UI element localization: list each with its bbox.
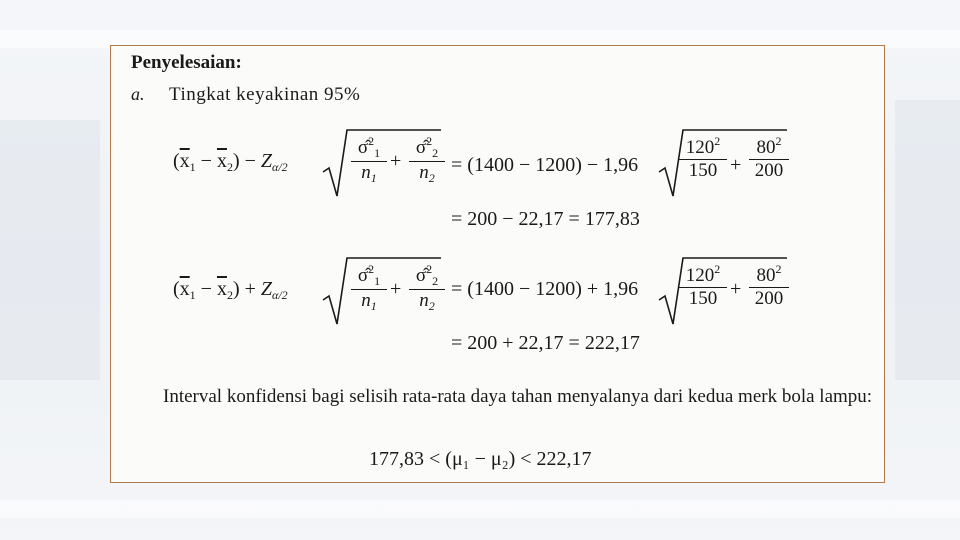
upper-rhs-prefix: = (1400 − 1200) + 1,96 [451,278,639,300]
frac1: $\frac{120^2}{150}$ [679,134,727,182]
conclusion-text: Interval konfidensi bagi selisih rata-rata daya tahan menyalanya dari kedua merk bola lampu: [163,386,873,407]
final-interval: 177,83 < (μ₁ − μ₂) < 222,17 [369,448,592,470]
bg-block [0,120,100,380]
heading: Penyelesaian: [131,52,242,73]
part-label: a. [131,84,145,104]
confidence-level-text: Tingkat keyakinan 95% [169,84,361,105]
sigma1-fraction: $\frac{\sigmâ^2_1}{n_1}$ [351,262,387,314]
sigma1-fraction: $\frac{\sigmâ^2_1}{n_1}$ [351,134,387,186]
plus-sign: + [390,150,402,172]
plus-sign: + [390,278,402,300]
lower-lhs: $(\overline{x}_1 - \overline{x}_2) - Z_{\alpha/2}$ [173,150,288,174]
upper-result: = 200 + 22,17 = 222,17 [451,332,640,354]
sigma2-fraction: $\frac{\sigmâ^2_2}{n_2}$ [409,262,445,314]
frac1: $\frac{120^2}{150}$ [679,262,727,310]
plus-sign: + [730,278,742,300]
bg-stripe [0,500,960,518]
frac2: $\frac{80^2}{200}$ [749,134,789,182]
lower-rhs-prefix: = (1400 − 1200) − 1,96 [451,154,639,176]
sigma2-fraction: $\frac{\sigmâ^2_2}{n_2}$ [409,134,445,186]
lower-result: = 200 − 22,17 = 177,83 [451,208,640,230]
frac2: $\frac{80^2}{200}$ [749,262,789,310]
upper-lhs: $(\overline{x}_1 - \overline{x}_2) + Z_{\alpha/2}$ [173,278,288,302]
bg-block [895,100,960,380]
plus-sign: + [730,154,742,176]
document-scan [110,45,885,483]
